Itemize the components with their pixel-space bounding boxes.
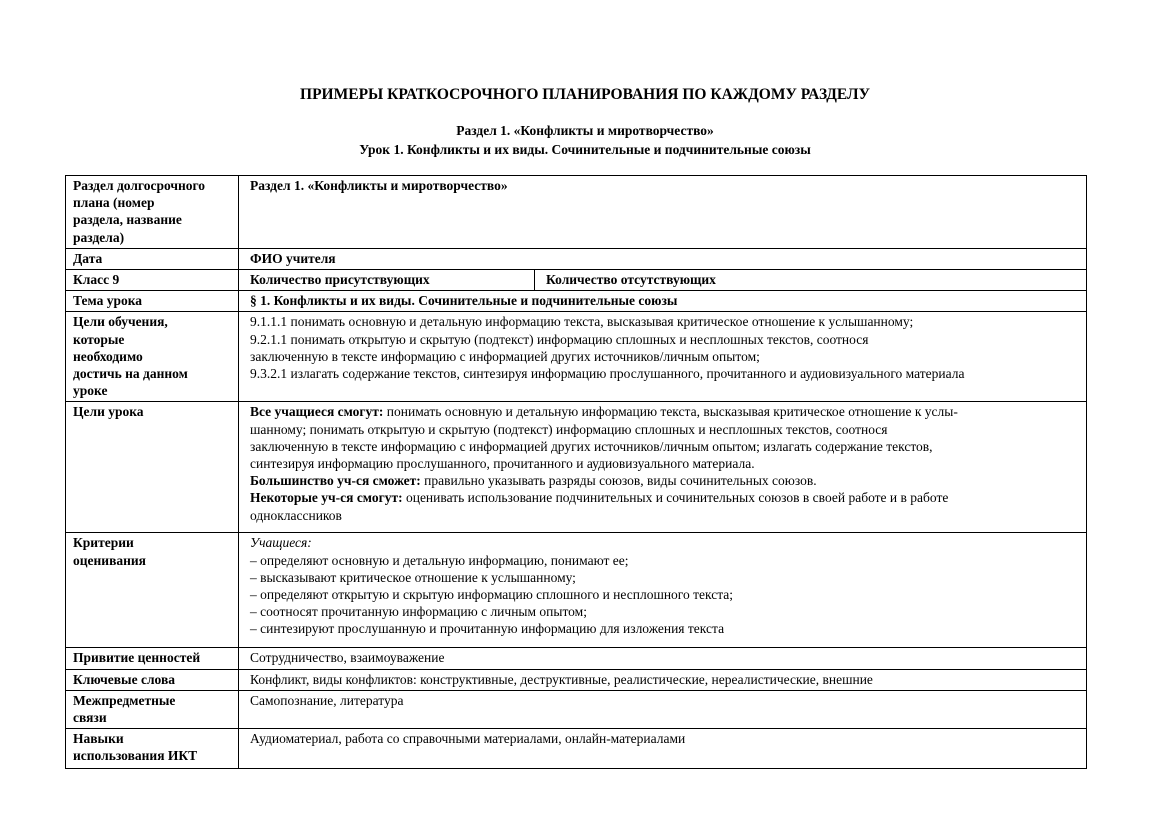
row-criteria-label: Критерии оценивания: [66, 533, 239, 648]
table-row: [66, 690, 1087, 728]
row-class-absent: Количество отсутствующих: [535, 270, 1087, 291]
row-objectives-value: 9.1.1.1 понимать основную и детальную информацию текста, высказывая критическое отношение к услышанному; 9.2.1.1 понимать открытую и скрытую (подтекст) информацию сплошных и несплошных текстов, соотнося заключенную в тексте информацию с информацией других источников/личным опытом; 9.3.2.1 излагать содержание текстов, синтезируя информацию прослушанного, прочитанного и аудиовизуального материала: [239, 312, 1087, 402]
table-row: [66, 176, 1087, 249]
row-values-value: Сотрудничество, взаимоуважение: [239, 648, 1087, 669]
row-topic-label: Тема урока: [66, 291, 239, 312]
row-objectives-label: Цели обучения, которые необходимо достичь на данном уроке: [66, 312, 239, 402]
row-section-label: Раздел долгосрочного плана (номер раздела, название раздела): [66, 176, 239, 249]
row-keywords-label: Ключевые слова: [66, 669, 239, 690]
section-subtitle: Раздел 1. «Конфликты и миротворчество»: [456, 123, 714, 138]
row-class-present: Количество присутствующих: [239, 270, 535, 291]
row-crosssubject-label: Межпредметные связи: [66, 690, 239, 728]
table-row: [66, 402, 1087, 533]
row-keywords-value: Конфликт, виды конфликтов: конструктивные, деструктивные, реалистические, нереалистические, внешние: [239, 669, 1087, 690]
table-row: [66, 248, 1087, 269]
row-ict-label: Навыки использования ИКТ: [66, 729, 239, 769]
row-topic-value: § 1. Конфликты и их виды. Сочинительные и подчинительные союзы: [239, 291, 1087, 312]
row-values-label: Привитие ценностей: [66, 648, 239, 669]
document-title: ПРИМЕРЫ КРАТКОСРОЧНОГО ПЛАНИРОВАНИЯ ПО КАЖДОМУ РАЗДЕЛУ: [300, 86, 870, 103]
table-row: [66, 533, 1087, 648]
table-row: [66, 648, 1087, 669]
row-section-value: Раздел 1. «Конфликты и миротворчество»: [239, 176, 1087, 249]
row-crosssubject-value: Самопознание, литература: [239, 690, 1087, 728]
row-date-label: Дата: [66, 248, 239, 269]
table-row: [66, 669, 1087, 690]
table-row: [66, 312, 1087, 402]
table-row: [66, 291, 1087, 312]
lesson-subtitle: Урок 1. Конфликты и их виды. Сочинительные и подчинительные союзы: [359, 142, 811, 157]
row-ict-value: Аудиоматериал, работа со справочными материалами, онлайн-материалами: [239, 729, 1087, 769]
row-goals-value: Все учащиеся смогут: понимать основную и детальную информацию текста, высказывая критическое отношение к услы- шанному; понимать открытую и скрытую (подтекст) информацию сплошных и несплошных текстов, соотнося заключенную в тексте информацию с информацией других источников/личным опытом; излагать содержание текстов, синтезируя информацию прослушанного, прочитанного и аудиовизуального материала. Большинство уч-ся сможет: правильно указывать разряды союзов, виды сочинительных союзов. Некоторые уч-ся смогут: оценивать использование подчинительных и сочинительных союзов в своей работе и в работе одноклассников: [239, 402, 1087, 533]
row-class-label: Класс 9: [66, 270, 239, 291]
row-criteria-value: Учащиеся: – определяют основную и детальную информацию, понимают ее; – высказывают критическое отношение к услышанному; – определяют открытую и скрытую информацию сплошного и несплошного текста; – соотносят прочитанную информацию с личным опытом; – синтезируют прослушанную и прочитанную информацию для изложения текста: [239, 533, 1087, 648]
table-row: [66, 270, 1087, 291]
table-row: [66, 729, 1087, 769]
row-goals-label: Цели урока: [66, 402, 239, 533]
row-date-value: ФИО учителя: [239, 248, 1087, 269]
lesson-plan-table: [65, 175, 1087, 769]
